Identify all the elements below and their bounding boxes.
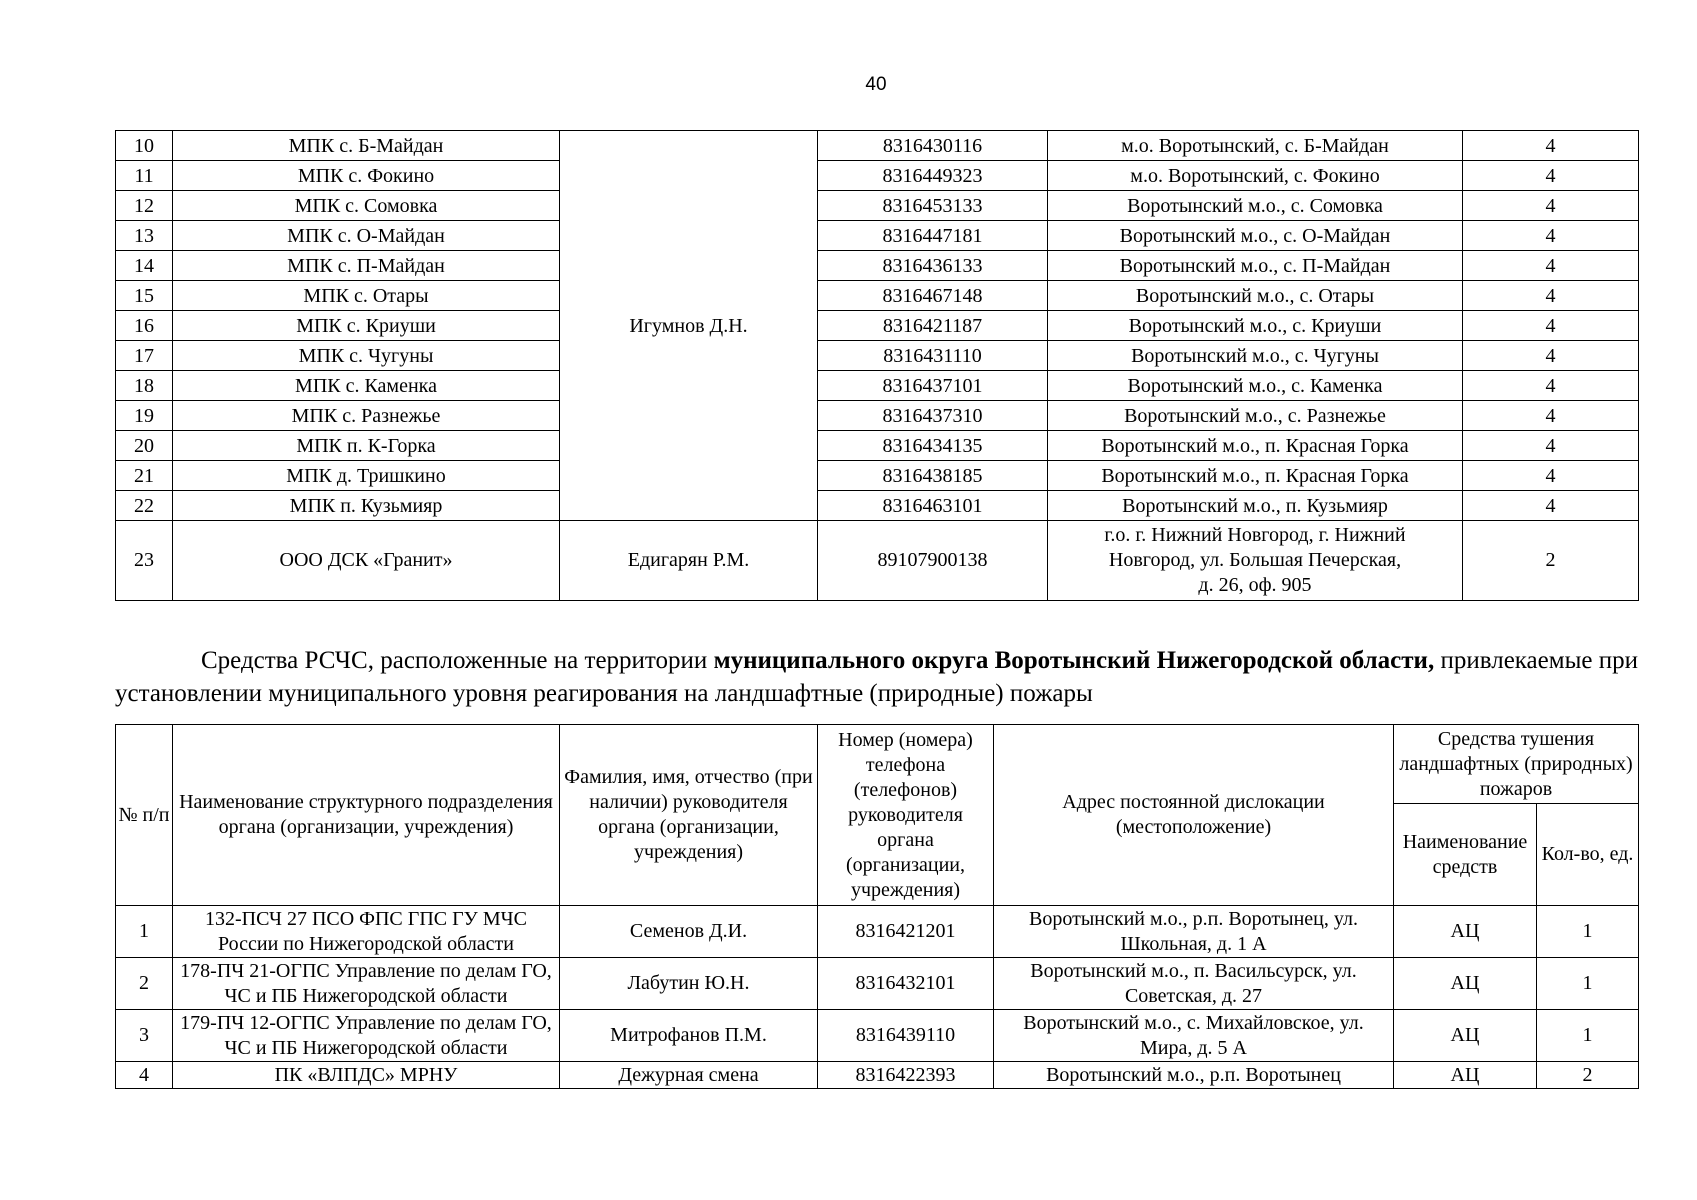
- address: Воротынский м.о., с. П-Майдан: [1048, 251, 1463, 281]
- quantity: 4: [1463, 461, 1639, 491]
- phone-number: 8316436133: [818, 251, 1048, 281]
- unit-name: МПК п. Кузьмияр: [173, 491, 560, 521]
- phone-number: 8316453133: [818, 191, 1048, 221]
- header-head: Фамилия, имя, отчество (при наличии) руководителя органа (организации, учреждения): [560, 725, 818, 906]
- head-name: Едигарян Р.М.: [560, 521, 818, 601]
- bottom-table: [115, 724, 1639, 1089]
- table-row: [116, 191, 1639, 221]
- header-num: № п/п: [116, 725, 173, 906]
- row-number: 3: [116, 1010, 173, 1062]
- top-table: [115, 130, 1639, 601]
- table-row: [116, 521, 1639, 601]
- address: м.о. Воротынский, с. Фокино: [1048, 161, 1463, 191]
- means-quantity: 1: [1537, 958, 1639, 1010]
- address: Воротынский м.о., с. Отары: [1048, 281, 1463, 311]
- unit-name: МПК с. Отары: [173, 281, 560, 311]
- phone-number: 8316463101: [818, 491, 1048, 521]
- phone-number: 8316449323: [818, 161, 1048, 191]
- table-row: [116, 401, 1639, 431]
- means-name: АЦ: [1394, 1010, 1537, 1062]
- address-line: д. 26, оф. 905: [1198, 574, 1312, 596]
- address: Воротынский м.о., п. Красная Горка: [1048, 431, 1463, 461]
- address-line: Новгород, ул. Большая Печерская,: [1108, 549, 1402, 571]
- quantity: 4: [1463, 251, 1639, 281]
- address: Воротынский м.о., с. Разнежье: [1048, 401, 1463, 431]
- row-number: 11: [116, 161, 173, 191]
- unit-name: МПК с. Криуши: [173, 311, 560, 341]
- row-number: 18: [116, 371, 173, 401]
- unit-name: 132-ПСЧ 27 ПСО ФПС ГПС ГУ МЧС России по Нижегородской области: [173, 906, 560, 958]
- phone-number: 8316438185: [818, 461, 1048, 491]
- address: Воротынский м.о., с. О-Майдан: [1048, 221, 1463, 251]
- means-name: АЦ: [1394, 906, 1537, 958]
- table-row: [116, 161, 1639, 191]
- header-phone: Номер (номера) телефона (телефонов) руководителя органа (организации, учреждения): [818, 725, 994, 906]
- unit-name: ООО ДСК «Гранит»: [173, 521, 560, 601]
- table-row: [116, 1062, 1639, 1089]
- quantity: 4: [1463, 191, 1639, 221]
- unit-name: МПК д. Тришкино: [173, 461, 560, 491]
- address: м.о. Воротынский, с. Б-Майдан: [1048, 131, 1463, 161]
- phone-number: 8316430116: [818, 131, 1048, 161]
- row-number: 17: [116, 341, 173, 371]
- header-unit: Наименование структурного подразделения органа (организации, учреждения): [173, 725, 560, 906]
- unit-name: МПК с. Фокино: [173, 161, 560, 191]
- bottom-table-body: [116, 906, 1639, 1089]
- table-row: [116, 461, 1639, 491]
- phone-number: 89107900138: [818, 521, 1048, 601]
- address-line: г.о. г. Нижний Новгород, г. Нижний: [1104, 524, 1406, 546]
- row-number: 10: [116, 131, 173, 161]
- means-quantity: 2: [1537, 1062, 1639, 1089]
- address: [1048, 521, 1463, 601]
- quantity: 4: [1463, 131, 1639, 161]
- row-number: 13: [116, 221, 173, 251]
- quantity: 4: [1463, 311, 1639, 341]
- table-row: [116, 311, 1639, 341]
- header-means-qty: Кол-во, ед.: [1537, 804, 1639, 906]
- table-row: [116, 906, 1639, 958]
- quantity: 4: [1463, 431, 1639, 461]
- heading-normal-end: привлекаемые при установлении муниципального уровня реагирования на ландшафтные (природные) пожары: [115, 647, 1638, 707]
- header-address: Адрес постоянной дислокации (местоположение): [994, 725, 1394, 906]
- top-table-body: [116, 131, 1639, 601]
- address: Воротынский м.о., п. Кузьмияр: [1048, 491, 1463, 521]
- quantity: 4: [1463, 221, 1639, 251]
- unit-name: МПК с. Сомовка: [173, 191, 560, 221]
- phone-number: 8316437101: [818, 371, 1048, 401]
- head-name: Семенов Д.И.: [560, 906, 818, 958]
- unit-name: МПК с. О-Майдан: [173, 221, 560, 251]
- unit-name: МПК п. К-Горка: [173, 431, 560, 461]
- address: Воротынский м.о., с. Криуши: [1048, 311, 1463, 341]
- page-number: 40: [865, 74, 887, 95]
- phone-number: 8316447181: [818, 221, 1048, 251]
- row-number: 23: [116, 521, 173, 601]
- unit-name: МПК с. Разнежье: [173, 401, 560, 431]
- row-number: 14: [116, 251, 173, 281]
- address: Воротынский м.о., р.п. Воротынец: [994, 1062, 1394, 1089]
- row-number: 20: [116, 431, 173, 461]
- address: Воротынский м.о., п. Васильсурск, ул. Советская, д. 27: [994, 958, 1394, 1010]
- phone-number: 8316437310: [818, 401, 1048, 431]
- head-name-merged: Игумнов Д.Н.: [560, 131, 818, 521]
- address: Воротынский м.о., с. Чугуны: [1048, 341, 1463, 371]
- row-number: 16: [116, 311, 173, 341]
- row-number: 15: [116, 281, 173, 311]
- phone-number: 8316467148: [818, 281, 1048, 311]
- heading-bold: муниципального округа Воротынский Нижегородской области,: [713, 647, 1435, 674]
- means-quantity: 1: [1537, 1010, 1639, 1062]
- table-row: [116, 1010, 1639, 1062]
- quantity: 4: [1463, 341, 1639, 371]
- address: Воротынский м.о., с. Сомовка: [1048, 191, 1463, 221]
- unit-name: ПК «ВЛПДС» МРНУ: [173, 1062, 560, 1089]
- unit-name: МПК с. Чугуны: [173, 341, 560, 371]
- unit-name: МПК с. П-Майдан: [173, 251, 560, 281]
- phone-number: 8316422393: [818, 1062, 994, 1089]
- address: Воротынский м.о., п. Красная Горка: [1048, 461, 1463, 491]
- quantity: 4: [1463, 281, 1639, 311]
- table-row: [116, 958, 1639, 1010]
- row-number: 1: [116, 906, 173, 958]
- unit-name: 179-ПЧ 12-ОГПС Управление по делам ГО, ЧС и ПБ Нижегородской области: [173, 1010, 560, 1062]
- address: Воротынский м.о., с. Каменка: [1048, 371, 1463, 401]
- heading-normal-start: Средства РСЧС, расположенные на территории: [201, 647, 714, 674]
- row-number: 22: [116, 491, 173, 521]
- row-number: 21: [116, 461, 173, 491]
- table-row: [116, 281, 1639, 311]
- means-name: АЦ: [1394, 1062, 1537, 1089]
- table-row: [116, 371, 1639, 401]
- unit-name: 178-ПЧ 21-ОГПС Управление по делам ГО, ЧС и ПБ Нижегородской области: [173, 958, 560, 1010]
- header-means-name: Наименование средств: [1394, 804, 1537, 906]
- means-name: АЦ: [1394, 958, 1537, 1010]
- means-quantity: 1: [1537, 906, 1639, 958]
- head-name: Лабутин Ю.Н.: [560, 958, 818, 1010]
- row-number: 4: [116, 1062, 173, 1089]
- quantity: 4: [1463, 161, 1639, 191]
- head-name: Митрофанов П.М.: [560, 1010, 818, 1062]
- unit-name: МПК с. Б-Майдан: [173, 131, 560, 161]
- phone-number: 8316421201: [818, 906, 994, 958]
- section-heading: [115, 644, 1638, 710]
- header-means-group: Средства тушения ландшафтных (природных) пожаров: [1394, 725, 1639, 804]
- phone-number: 8316431110: [818, 341, 1048, 371]
- row-number: 19: [116, 401, 173, 431]
- quantity: 2: [1463, 521, 1639, 601]
- address: Воротынский м.о., с. Михайловское, ул. Мира, д. 5 А: [994, 1010, 1394, 1062]
- phone-number: 8316439110: [818, 1010, 994, 1062]
- unit-name: МПК с. Каменка: [173, 371, 560, 401]
- phone-number: 8316421187: [818, 311, 1048, 341]
- table-row: [116, 491, 1639, 521]
- phone-number: 8316434135: [818, 431, 1048, 461]
- row-number: 2: [116, 958, 173, 1010]
- table-row: [116, 431, 1639, 461]
- quantity: 4: [1463, 491, 1639, 521]
- head-name: Дежурная смена: [560, 1062, 818, 1089]
- table-row: [116, 221, 1639, 251]
- row-number: 12: [116, 191, 173, 221]
- quantity: 4: [1463, 401, 1639, 431]
- table-row: [116, 251, 1639, 281]
- table-row: [116, 341, 1639, 371]
- table-row: [116, 131, 1639, 161]
- address: Воротынский м.о., р.п. Воротынец, ул. Школьная, д. 1 А: [994, 906, 1394, 958]
- phone-number: 8316432101: [818, 958, 994, 1010]
- quantity: 4: [1463, 371, 1639, 401]
